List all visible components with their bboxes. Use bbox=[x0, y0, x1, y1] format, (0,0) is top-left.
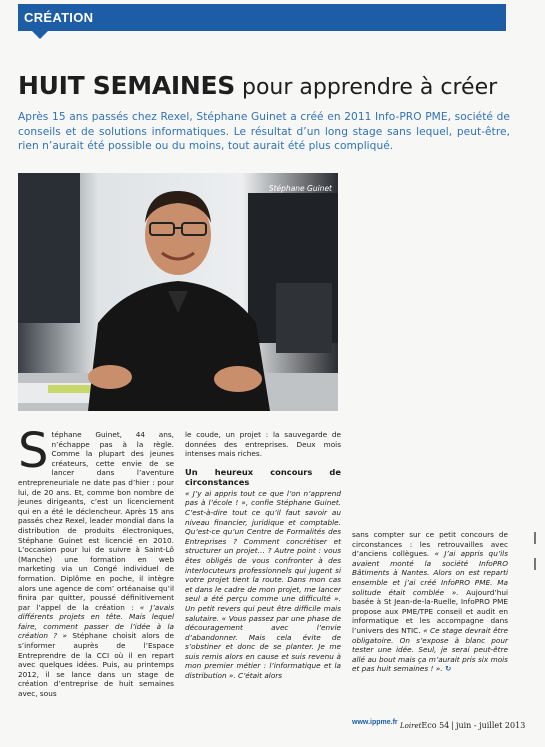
col1-quote: « J’avais différents projets en tête. Mais lequel faire, comment passer de l’idée à la création ? » bbox=[18, 602, 174, 641]
photo-caption: Stéphane Guinet bbox=[268, 184, 332, 193]
drop-cap: S bbox=[18, 423, 49, 479]
magazine-eco: Eco bbox=[421, 721, 437, 730]
col3-text-a: sans compter sur ce petit concours de circonstances : les retrouvailles avec d’anciens collègues. bbox=[352, 530, 508, 559]
website-link[interactable]: www.ippme.fr bbox=[352, 719, 398, 726]
section-tab: CRÉATION bbox=[18, 4, 506, 31]
col3-text-b: Aujourd’hui basée à St Jean-de-la-Ruelle, InfoPRO PME propose aux PME/TPE conseil et audit en informatique et les accompagne dans l’univers des NTIC. bbox=[352, 587, 508, 635]
col3-quote-2: « Ce stage devrait être obligatoire. On s’expose à blanc pour tester une idée. Seul, je serai peut-être allé au bout mais ça m’aurait pris six mois et pas huit semaines ! ». bbox=[352, 625, 508, 674]
footer-separator: | bbox=[451, 721, 454, 730]
magazine-brand: Loiret bbox=[400, 722, 422, 730]
article-column-1 bbox=[18, 423, 174, 699]
end-mark-icon: ↻ bbox=[442, 664, 452, 674]
col2-text-a: le coude, un projet : la sauvegarde de données des entreprises. Deux mois intenses mais riches. bbox=[185, 430, 341, 459]
issue-date: juin - juillet 2013 bbox=[455, 721, 526, 730]
headline-strong: HUIT SEMAINES bbox=[18, 71, 235, 100]
col1-text-a: téphane Guinet, 44 ans, n’échappe pas à la règle. Comme la plupart des jeunes créateurs, cette envie de se lancer dans l’aventure entrepreneuriale ne date pas d’hier : pour lui, de 20 ans. Et, comme bon nombre de jeunes dirigeants, c’est un licenciement qui en a été le déclencheur. Après 15 ans passés chez Rexel, leader mondial dans la distribution de produits électroniques, Stéphane Guinet est licencié en 2010. L’occasion pour lui de suivre à Saint-Lô (Manche) une formation en web marketing via un Congé individuel de formation. Diplôme en poche, il intègre alors une agence de com’ ortéanaise qu’il finira par quitter, poussé définitivement par l’appel de la création : bbox=[18, 430, 174, 612]
col2-text-b: « J’y ai appris tout ce que l’on n’apprend pas à l’école ! », confie Stéphane Guinet. C’est-à-dire tout ce qu’il faut savoir au niveau financier, juridique et comptable. Qu’est-ce qu’un Centre de Formalités des Entreprises ? Comment concrétiser et structurer un projet… ? Autre point : vous êtes obligés de vous confronter à des interlocuteurs professionnels qui jugent si votre projet tient la route. Dans mon cas et dans le cadre de mon projet, me lancer seul a été perçu comme une difficulté ». Un petit revers qui peut être difficile mais salutaire. « Vous passez par une phase de découragement avec l’envie d’abandonner. Mais cela évite de s’obstiner et donc de se planter. Je me suis remis alors en cause et suis revenu à mon premier métier : l’informatique et la distribution ». C’était alors bbox=[185, 488, 341, 681]
margin-marks bbox=[534, 532, 538, 580]
col1-text-b: Stéphane choisit alors de s’informer auprès de l’Espace Entreprendre de la CCI où il en repart avec quelques idées. Puis, au printemps 2012, il se lance dans un stage de création d’entreprise de huit semaines avec, sous bbox=[18, 631, 174, 699]
subheading: Un heureux concours de circonstances bbox=[185, 466, 341, 487]
portrait-illustration bbox=[18, 173, 338, 411]
page-number: 54 bbox=[439, 721, 450, 730]
portrait-photo bbox=[18, 173, 338, 411]
lead-paragraph: Après 15 ans passés chez Rexel, Stéphane Guinet a créé en 2011 Info-PRO PME, société de conseils et de solutions informatiques. Le résultat d’un long stage sans lequel, peut-être, rien n’aurait été possible ou du moins, tout aurait été plus compliqué. bbox=[18, 111, 510, 152]
article-column-3 bbox=[352, 530, 508, 674]
headline-rest: pour apprendre à créer bbox=[235, 75, 498, 100]
article-column-2 bbox=[185, 430, 341, 681]
headline bbox=[18, 64, 518, 102]
col3-quote: « J’ai appris qu’ils avaient monté la société InfoPRO Bâtiments à Nantes. Alors on est reparti ensemble et j’ai créé InfoPRO PME. Ma solitude était comblée ». bbox=[352, 549, 508, 597]
page-footer bbox=[400, 721, 525, 730]
